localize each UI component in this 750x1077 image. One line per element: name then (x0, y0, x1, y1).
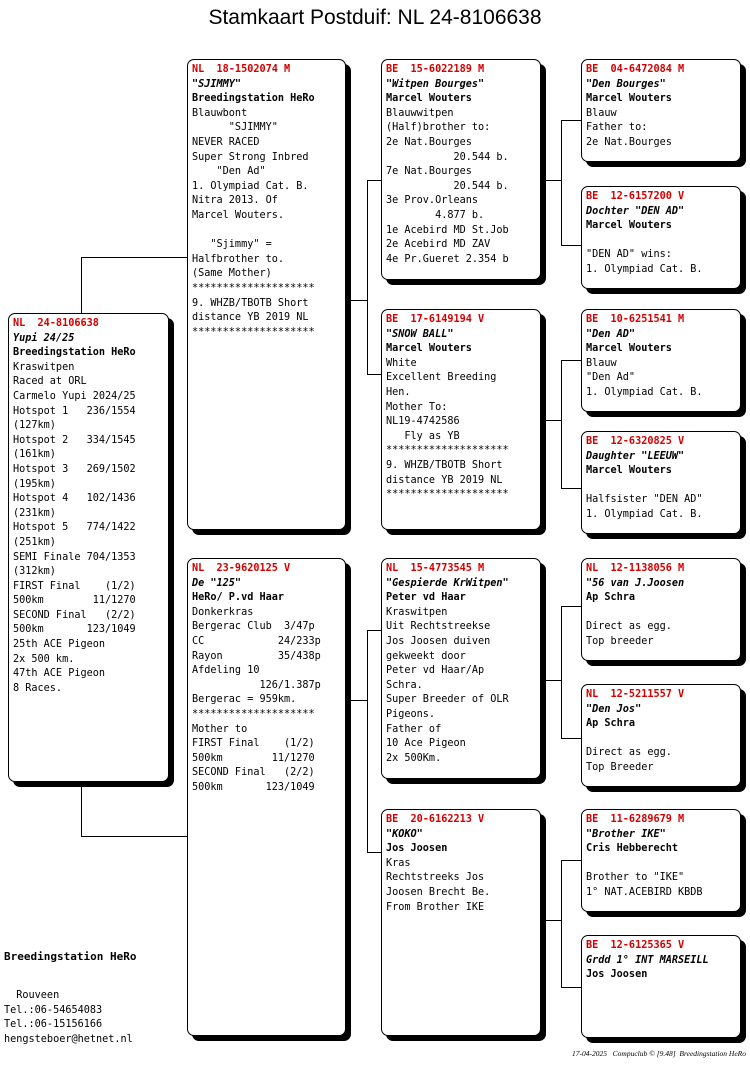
contact-email[interactable]: hengsteboer@hetnet.nl (4, 1033, 133, 1045)
info-line: Hotspot 1 236/1554 (13, 405, 136, 417)
owner-name: Peter vd Haar (386, 592, 466, 604)
owner-name: Jos Joosen (586, 969, 648, 981)
info-line: 7e Nat.Bourges (386, 166, 472, 178)
info-line: Hotspot 3 269/1502 (13, 463, 136, 475)
info-line: 500km 123/1049 (13, 624, 136, 636)
ring-number: BE 11-6289679 M (586, 814, 685, 825)
info-line: 9. WHZB/TBOTB Short (386, 459, 503, 471)
connector (81, 257, 82, 313)
connector (561, 360, 581, 361)
info-line: Direct as egg. (586, 621, 672, 633)
info-line: Top Breeder (586, 761, 654, 773)
info-line: Brother to "IKE" (586, 872, 685, 884)
info-line: Kras (386, 857, 411, 869)
info-line (586, 857, 736, 872)
pigeon-name: "SJIMMY" (192, 78, 242, 90)
pedigree-card-ss-dam[interactable] (581, 186, 741, 289)
connector (561, 245, 581, 246)
info-line: Jos Joosen duiven (386, 635, 491, 647)
info-line: SEMI Finale 704/1353 (13, 551, 136, 563)
info-line: 20.544 b. (386, 180, 509, 192)
connector (81, 836, 187, 837)
ring-number: NL 12-1138056 M (586, 563, 685, 574)
connector (367, 852, 381, 853)
info-line: (312km) (13, 566, 56, 578)
connector (561, 488, 581, 489)
info-line: 500km 11/1270 (192, 752, 315, 764)
info-line: Blauw (586, 357, 617, 369)
pigeon-name: "56 van J.Joosen (586, 577, 685, 589)
info-line: White (386, 357, 417, 369)
info-line (586, 732, 736, 747)
ring-number: BE 12-6320825 V (586, 436, 685, 447)
info-line: 25th ACE Pigeon (13, 639, 106, 651)
info-line: 500km 123/1049 (192, 781, 315, 793)
info-line: "Den Ad" (192, 166, 266, 178)
connector (345, 700, 368, 701)
connector (367, 630, 381, 631)
connector (367, 180, 368, 375)
info-line: From Brother IKE (386, 901, 485, 913)
connector (367, 630, 368, 852)
info-line: Schra. (386, 679, 423, 691)
info-line: Super Breeder of OLR (386, 694, 509, 706)
pedigree-card-sire-sire[interactable] (381, 59, 541, 280)
info-line: ******************** (192, 282, 315, 294)
info-line (586, 606, 736, 621)
pedigree-card-sd-sire[interactable] (581, 309, 741, 412)
info-line: 1. Olympiad Cat. B. (586, 508, 703, 520)
pigeon-name: "SNOW BALL" (386, 328, 454, 340)
connector (540, 180, 562, 181)
info-line: Peter vd Haar/Ap (386, 665, 485, 677)
connector (345, 300, 368, 301)
info-line: Direct as egg. (586, 747, 672, 759)
pedigree-card-dd-sire[interactable] (581, 809, 741, 912)
info-line: (161km) (13, 449, 56, 461)
owner-name: Breedingstation HeRo (13, 347, 136, 359)
contact-line: Tel.:06-54654083 (4, 1004, 103, 1016)
print-footnote: 17-04-2025 Compuclub © [9.48] Breedingstation HeRo (572, 1049, 746, 1058)
connector (367, 374, 381, 375)
info-line: Super Strong Inbred (192, 151, 309, 163)
info-line: 1° NAT.ACEBIRD KBDB (586, 886, 703, 898)
info-line: SECOND Final (2/2) (13, 609, 136, 621)
info-line: NEVER RACED (192, 136, 260, 148)
info-line: 2x 500Km. (386, 752, 442, 764)
info-line: (Same Mother) (192, 268, 272, 280)
info-line: Rechtstreeks Jos (386, 872, 485, 884)
info-line: 2e Nat.Bourges (586, 136, 672, 148)
pigeon-name: "Den Bourges" (586, 78, 666, 90)
pigeon-name: "Den AD" (586, 328, 636, 340)
info-line: Kraswitpen (13, 361, 75, 373)
connector (540, 920, 562, 921)
info-line: 20.544 b. (386, 151, 509, 163)
pedigree-card-ds-dam[interactable] (581, 684, 741, 787)
connector (561, 120, 562, 245)
info-line: (251km) (13, 536, 56, 548)
owner-name: Marcel Wouters (586, 220, 672, 232)
info-line: Marcel Wouters. (192, 209, 285, 221)
info-line: Halfbrother to. (192, 253, 285, 265)
info-line: Hotspot 2 334/1545 (13, 434, 136, 446)
info-line: 8 Races. (13, 682, 63, 694)
info-line: ******************** (386, 489, 509, 501)
breeder-name: Breedingstation HeRo (4, 950, 137, 963)
info-line: distance YB 2019 NL (386, 474, 503, 486)
info-line: Hotspot 5 774/1422 (13, 522, 136, 534)
info-line: 126/1.387p (192, 679, 321, 691)
owner-name: Ap Schra (586, 592, 636, 604)
ring-number: NL 18-1502074 M (192, 64, 291, 75)
info-line: Blauwwitpen (386, 107, 454, 119)
info-line: Hotspot 4 102/1436 (13, 493, 136, 505)
owner-name: Marcel Wouters (586, 93, 672, 105)
connector (561, 860, 562, 987)
contact-line: Rouveen (4, 990, 60, 1001)
connector (561, 987, 581, 988)
ring-number: BE 17-6149194 V (386, 314, 485, 325)
pigeon-name: Daughter "LEEUW" (586, 450, 685, 462)
info-line: distance YB 2019 NL (192, 312, 309, 324)
info-line: ******************** (386, 445, 509, 457)
pedigree-card-dam-sire[interactable] (381, 558, 541, 779)
ring-number: NL 23-9620125 V (192, 563, 291, 574)
contact-line: Tel.:06-15156166 (4, 1019, 103, 1031)
pigeon-name: "Brother IKE" (586, 828, 666, 840)
connector (561, 360, 562, 488)
pedigree-card-ds-sire[interactable] (581, 558, 741, 661)
info-line: 500km 11/1270 (13, 595, 136, 607)
info-line: CC 24/233p (192, 635, 321, 647)
owner-name: Ap Schra (586, 718, 636, 730)
info-line: Pigeons. (386, 708, 436, 720)
info-line: Father to: (586, 122, 648, 134)
info-line: gekweekt door (386, 650, 466, 662)
page-title: Stamkaart Postduif: NL 24-8106638 (208, 6, 542, 29)
ring-number: BE 15-6022189 M (386, 64, 485, 75)
connector (540, 420, 562, 421)
info-line: "DEN AD" wins: (586, 249, 672, 261)
owner-name: Marcel Wouters (586, 465, 672, 477)
info-line: "Den Ad" (586, 372, 636, 384)
ring-number: BE 12-6157200 V (586, 191, 685, 202)
info-line (586, 234, 736, 249)
owner-name: Marcel Wouters (586, 343, 672, 355)
info-line: (Half)brother to: (386, 122, 491, 134)
pigeon-name: De "125" (192, 577, 242, 589)
info-line: Carmelo Yupi 2024/25 (13, 390, 136, 402)
info-line: (127km) (13, 420, 56, 432)
pedigree-card-sire-dam[interactable] (381, 309, 541, 530)
info-line: 4e Pr.Gueret 2.354 b (386, 253, 509, 265)
owner-name: Jos Joosen (386, 843, 448, 855)
pigeon-name: Grdd 1° INT MARSEILL (586, 954, 709, 966)
info-line: 3e Prov.Orleans (386, 195, 479, 207)
info-line: FIRST Final (1/2) (192, 738, 315, 750)
info-line: Mother to (192, 723, 248, 735)
info-line: Donkerkras (192, 606, 254, 618)
info-line: FIRST Final (1/2) (13, 580, 136, 592)
info-line: ******************** (192, 708, 315, 720)
breeder-contact (4, 989, 133, 1047)
info-line: 9. WHZB/TBOTB Short (192, 297, 309, 309)
connector (561, 738, 581, 739)
pedigree-card-dd-dam[interactable] (581, 935, 741, 1038)
pedigree-card-subject[interactable] (8, 313, 169, 782)
info-line: Bergerac = 959km. (192, 694, 297, 706)
owner-name: Breedingstation HeRo (192, 93, 315, 105)
info-line: 47th ACE Pigeon (13, 668, 106, 680)
pigeon-name: "Den Jos" (586, 703, 642, 715)
connector (367, 180, 381, 181)
info-line: Father of (386, 723, 442, 735)
pedigree-card-ss-sire[interactable] (581, 59, 741, 162)
info-line: Kraswitpen (386, 606, 448, 618)
info-line: 2e Acebird MD ZAV (386, 239, 491, 251)
info-line: Uit Rechtstreekse (386, 621, 491, 633)
info-line (192, 224, 341, 239)
info-line: 1. Olympiad Cat. B. (586, 386, 703, 398)
info-line: Fly as YB (386, 430, 460, 442)
ring-number: NL 15-4773545 M (386, 563, 485, 574)
info-line: Raced at ORL (13, 376, 87, 388)
info-line: Mother To: (386, 401, 448, 413)
connector (81, 257, 187, 258)
info-line: Halfsister "DEN AD" (586, 494, 703, 506)
ring-number: BE 10-6251541 M (586, 314, 685, 325)
info-line: 1e Acebird MD St.Job (386, 224, 509, 236)
info-line: Rayon 35/438p (192, 650, 321, 662)
info-line: Joosen Brecht Be. (386, 886, 491, 898)
connector (561, 606, 581, 607)
ring-number: NL 12-5211557 V (586, 689, 685, 700)
pigeon-name: "Gespierde KrWitpen" (386, 577, 509, 589)
info-line: Nitra 2013. Of (192, 195, 278, 207)
pedigree-card-sire[interactable] (187, 59, 346, 530)
owner-name: Marcel Wouters (386, 93, 472, 105)
info-line: 2e Nat.Bourges (386, 136, 472, 148)
owner-name: HeRo/ P.vd Haar (192, 592, 285, 604)
pigeon-name: "KOKO" (386, 828, 423, 840)
info-line: "Sjimmy" = (192, 239, 272, 251)
info-line: Afdeling 10 (192, 665, 260, 677)
connector (561, 606, 562, 738)
info-line: "SJIMMY" (192, 122, 278, 134)
info-line: (195km) (13, 478, 56, 490)
owner-name: Marcel Wouters (386, 343, 472, 355)
info-line: 4.877 b. (386, 209, 485, 221)
info-line: Blauw (586, 107, 617, 119)
info-line: 10 Ace Pigeon (386, 738, 466, 750)
ring-number: NL 24-8106638 (13, 318, 99, 329)
info-line: ******************** (192, 326, 315, 338)
info-line: Bergerac Club 3/47p (192, 621, 315, 633)
info-line: (231km) (13, 507, 56, 519)
info-line: SECOND Final (2/2) (192, 767, 315, 779)
info-line: 1. Olympiad Cat. B. (192, 180, 309, 192)
info-line: Top breeder (586, 635, 654, 647)
info-line (586, 479, 736, 494)
info-line: 1. Olympiad Cat. B. (586, 263, 703, 275)
owner-name: Cris Hebberecht (586, 843, 679, 855)
connector (561, 120, 581, 121)
pedigree-card-dam-dam[interactable] (381, 809, 541, 1036)
info-line: 2x 500 km. (13, 653, 75, 665)
connector (540, 680, 562, 681)
pigeon-name: Yupi 24/25 (13, 332, 75, 344)
pedigree-card-sd-dam[interactable] (581, 431, 741, 534)
info-line: NL19-4742586 (386, 416, 460, 428)
ring-number: BE 04-6472084 M (586, 64, 685, 75)
ring-number: BE 20-6162213 V (386, 814, 485, 825)
connector (561, 860, 581, 861)
info-line: Excellent Breeding (386, 372, 497, 384)
pigeon-name: "Witpen Bourges" (386, 78, 485, 90)
info-line: Hen. (386, 386, 411, 398)
info-line: Blauwbont (192, 107, 248, 119)
pigeon-name: Dochter "DEN AD" (586, 205, 685, 217)
ring-number: BE 12-6125365 V (586, 940, 685, 951)
pedigree-card-dam[interactable] (187, 558, 346, 1036)
connector (81, 781, 82, 837)
